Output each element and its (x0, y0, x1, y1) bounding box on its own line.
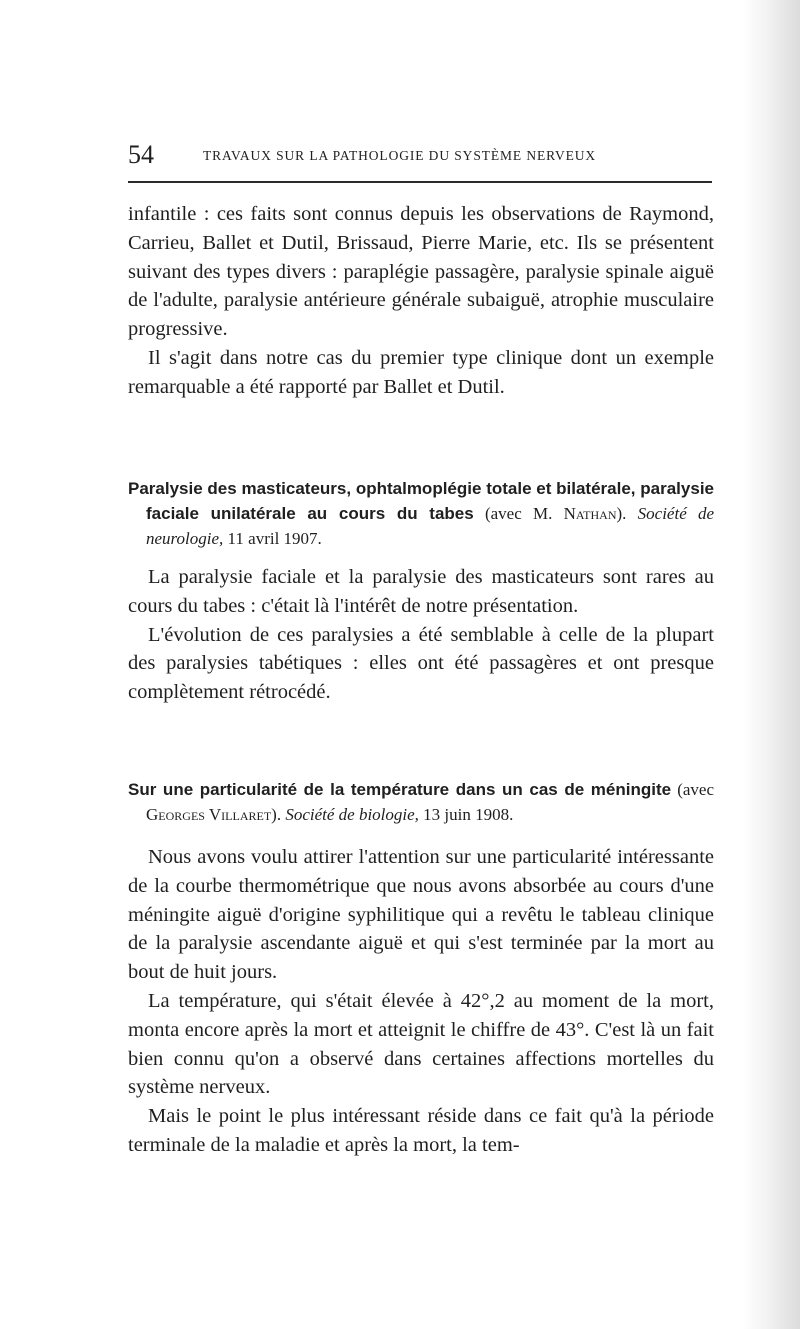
section-1-coauthor-prefix: (avec M. (484, 504, 553, 523)
section-2-coauthor-prefix: (avec (677, 780, 714, 799)
section-2-heading (128, 777, 714, 827)
section-2-coauthor-suffix: ). (271, 805, 282, 824)
section-2-title (128, 777, 714, 827)
section-1-body (128, 563, 714, 707)
section-1-paragraph-2: L'évolution de ces paralysies a été semblable à celle de la plupart des paralysies tabétiques : elles ont été passagères et ont presque complètement rétrocédé. (128, 623, 714, 704)
section-2-title-text: Sur une particularité de la température dans un cas de méningite (128, 780, 672, 799)
section-1-paragraph-1: La paralysie faciale et la paralysie des masticateurs sont rares au cours du tabes : c'était là l'intérêt de notre présentation. (128, 566, 714, 617)
section-2-body (128, 843, 714, 1160)
section-2-coauthor: Georges Villaret (146, 805, 272, 824)
section-2-date: 13 juin 1908. (423, 805, 514, 824)
page-header (128, 140, 712, 174)
section-2-paragraph-2: La température, qui s'était élevée à 42°,2 au moment de la mort, monta encore après la mort et atteignit le chiffre de 43°. C'est là un fait bien connu qu'on a observé dans certaines affections mortelles du système nerveux. (128, 989, 714, 1099)
section-1-title (128, 476, 714, 551)
section-1-journal: Société de neurologie, (146, 504, 715, 548)
intro-section (128, 200, 714, 402)
running-head: TRAVAUX SUR LA PATHOLOGIE DU SYSTÈME NERVEUX (203, 148, 597, 163)
section-1-coauthor: Nathan (563, 504, 617, 523)
page-number: 54 (128, 140, 154, 169)
intro-paragraph-2: Il s'agit dans notre cas du premier type clinique dont un exemple remarquable a été rapporté par Ballet et Dutil. (128, 346, 714, 398)
header-rule (128, 181, 712, 183)
section-2-paragraph-1: Nous avons voulu attirer l'attention sur une particularité intéressante de la courbe thermométrique que nous avons absorbée au cours d'une méningite aiguë d'origine syphilitique qui a revêtu le tableau clinique de la paralysie ascendante aiguë et qui s'est terminée par la mort au bout de huit jours. (128, 846, 714, 984)
intro-paragraph-1: infantile : ces faits sont connus depuis les observations de Raymond, Carrieu, Ballet et Dutil, Brissaud, Pierre Marie, etc. Ils se présentent suivant des types divers : paraplégie passagère, paralysie spinale aiguë de l'adulte, paralysie antérieure générale subaiguë, atrophie musculaire progressive. (128, 203, 714, 341)
section-1-heading (128, 476, 714, 551)
section-2-journal: Société de biologie, (285, 805, 419, 824)
section-1-coauthor-suffix: ). (616, 504, 627, 523)
section-2-paragraph-3: Mais le point le plus intéressant réside dans ce fait qu'à la période terminale de la maladie et après la mort, la tem- (128, 1105, 714, 1156)
section-1-title-text: Paralysie des masticateurs, ophtalmoplégie totale et bilatérale, paralysie faciale unilatérale au cours du tabes (128, 479, 714, 523)
section-1-date: 11 avril 1907. (227, 529, 322, 548)
